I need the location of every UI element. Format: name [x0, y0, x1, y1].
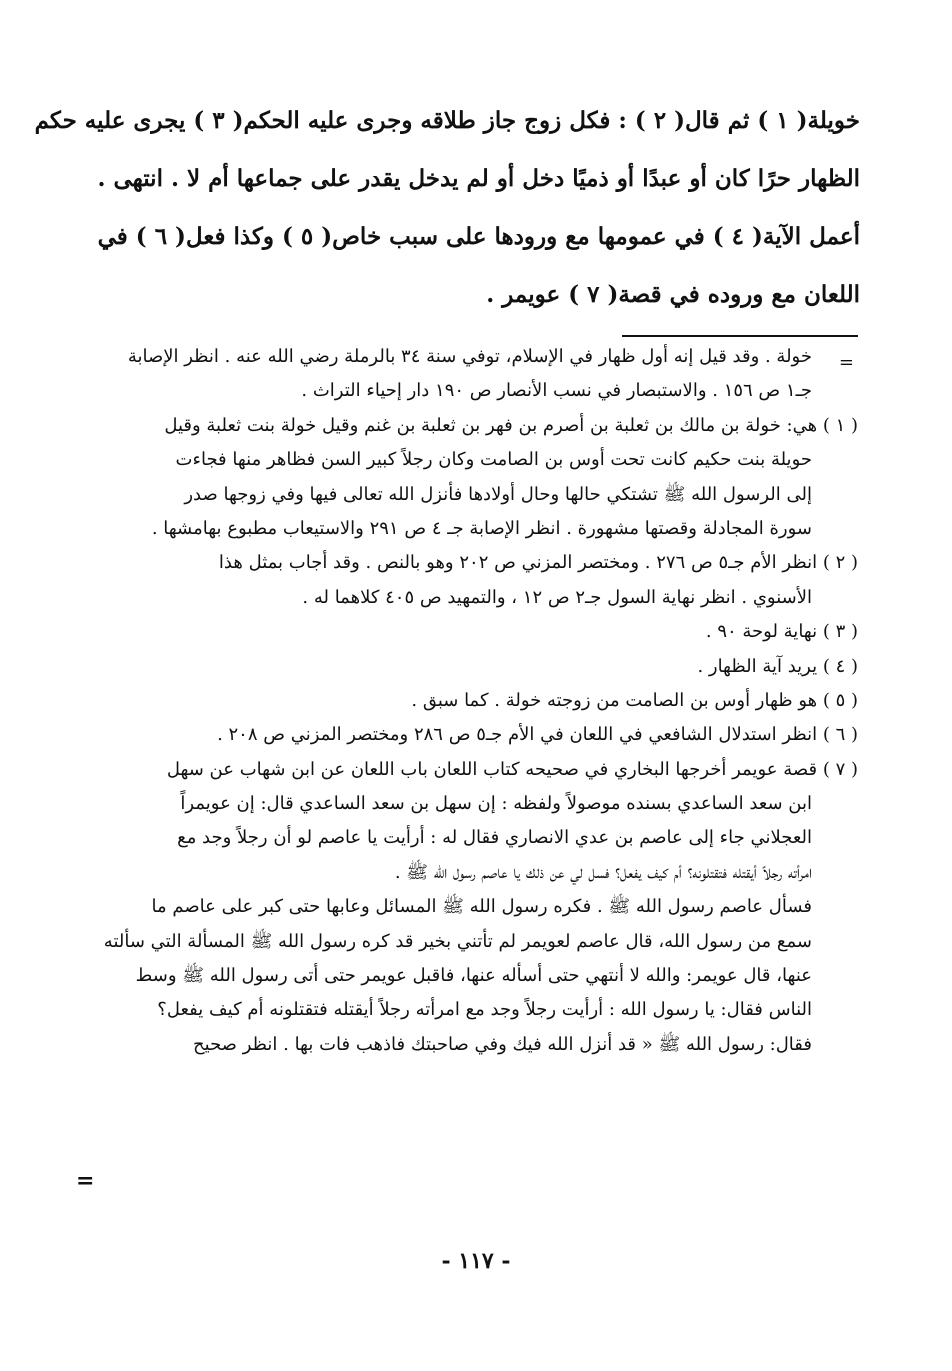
footnote-line: ( ٣ ) نهاية لوحة ٩٠ . [705, 621, 858, 643]
footnote-line: ( ٢ ) انظر الأم جـ٥ ص ٢٧٦ . ومختصر المزني ص ٢٠٢ وهو بالنص . وقد أجاب بمثل هذا [218, 552, 858, 574]
footnote-line: ( ٦ ) انظر استدلال الشافعي في اللعان في الأم جـ٥ ص ٢٨٦ ومختصر المزني ص ٢٠٨ . [217, 724, 858, 746]
footnote-line: ( ٥ ) هو ظهار أوس بن الصامت من زوجته خولة . كما سبق . [411, 689, 858, 711]
page-number: - ١١٧ - [441, 1248, 511, 1274]
main-text-line: أعمل الآية( ٤ ) في عمومها مع ورودها على سبب خاص( ٥ ) وكذا فعل( ٦ ) في [97, 223, 860, 250]
main-text-line: خويلة( ١ ) ثم قال( ٢ ) : فكل زوج جاز طلاقه وجرى عليه الحكم( ٣ ) يجرى عليه حكم [34, 107, 860, 134]
footnote-line: جـ١ ص ١٥٦ . والاستبصار في نسب الأنصار ص ١٩٠ دار إحياء التراث . [301, 380, 812, 402]
footnote-line: عنها، قال عويمر: والله لا أنتهي حتى أسأله عنها، فاقبل عويمر حتى أتى رسول الله ﷺ وسط [135, 965, 812, 987]
footnote-line: فسأل عاصم رسول الله ﷺ . فكره رسول الله ﷺ المسائل وعابها حتى كبر على عاصم ما [151, 896, 812, 918]
footnote-line: العجلاني جاء إلى عاصم بن عدي الانصاري فقال له : أرأيت يا عاصم لو أن رجلاً وجد مع [177, 827, 812, 849]
footnotes-block [98, 340, 858, 1062]
footnote-line: ( ٤ ) يريد آية الظهار . [697, 655, 858, 677]
footnote-line: امرأته رجلاً أيقتله فتقتلونه؟ أم كيف يفعل؟ فسل لي عن ذلك يا عاصم رسول الله ﷺ . [394, 861, 812, 883]
footnote-line: حويلة بنت حكيم كانت تحت أوس بن الصامت وكان رجلاً كبير السن فظاهر منها فجاءت [175, 449, 812, 471]
footnote-line: إلى الرسول الله ﷺ تشتكي حالها وحال أولادها فأنزل الله تعالى فيها وفي زوجها صدر [184, 483, 812, 505]
footnote-line: ابن سعد الساعدي بسنده موصولاً ولفظه : إن سهل بن سعد الساعدي قال: إن عويمراً [180, 793, 812, 815]
footnote-divider [622, 335, 858, 337]
footnote-line: سورة المجادلة وقصتها مشهورة . انظر الإصابة جـ ٤ ص ٢٩١ والاستيعاب مطبوع بهامشها . [151, 517, 812, 539]
footnote-line: فقال: رسول الله ﷺ « قد أنزل الله فيك وفي صاحبتك فاذهب فات بها . انظر صحيح [193, 1033, 812, 1055]
continuation-marker-bottom: = [76, 1168, 95, 1194]
footnote-line: ( ١ ) هي: خولة بن مالك بن ثعلبة بن أصرم بن فهر بن ثعلبة بن غنم وقيل خولة بنت ثعلبة وقيل [164, 414, 858, 436]
footnote-line: ( ٧ ) قصة عويمر أخرجها البخاري في صحيحه كتاب اللعان باب اللعان عن ابن شهاب عن سهل [166, 758, 858, 780]
footnote-line: الناس فقال: يا رسول الله : أرأيت رجلاً وجد مع امرأته رجلاً أيقتله فتقتلونه أم كيف يفعل؟ [157, 999, 812, 1021]
main-text-line: اللعان مع وروده في قصة( ٧ ) عويمر . [486, 281, 860, 308]
main-text-line: الظهار حرًا كان أو عبدًا أو ذميًا دخل أو لم يدخل يقدر على جماعها أم لا . انتهى . [97, 165, 860, 192]
footnote-line: سمع من رسول الله، قال عاصم لعويمر لم تأتني بخير قد كره رسول الله ﷺ المسألة التي سألته [103, 930, 812, 952]
footnote-line: خولة . وقد قيل إنه أول ظهار في الإسلام، توفي سنة ٣٤ بالرملة رضي الله عنه . انظر الإصابة [127, 346, 812, 367]
footnote-line: الأسنوي . انظر نهاية السول جـ٢ ص ١٢ ، والتمهيد ص ٤٠٥ كلاهما له . [302, 586, 812, 608]
main-text-block [34, 92, 860, 324]
continuation-marker-top: = [838, 352, 854, 373]
